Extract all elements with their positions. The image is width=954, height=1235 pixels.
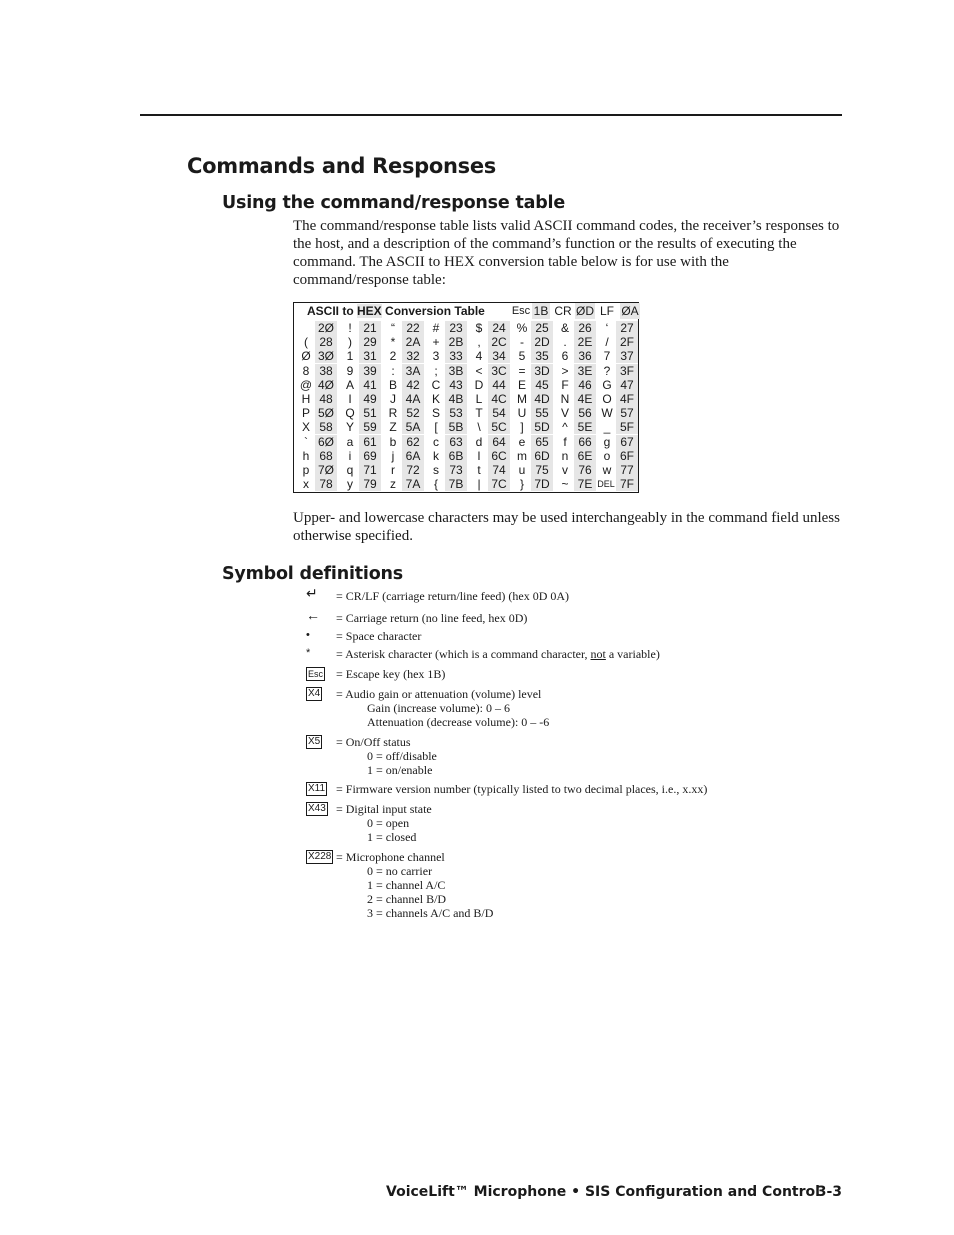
ascii-char: n: [561, 448, 569, 463]
ascii-hex: 66: [574, 435, 596, 449]
ascii-char: R: [388, 406, 398, 421]
symbol-definition-detail: 3 = channels A/C and B/D: [367, 906, 494, 920]
ascii-header-hex: 1B: [533, 304, 549, 318]
ascii-char: H: [301, 392, 311, 406]
ascii-char: k: [433, 448, 439, 463]
ascii-char: t: [477, 463, 481, 477]
ascii-char: i: [348, 448, 352, 463]
ascii-char: a: [346, 434, 354, 449]
ascii-char: 2: [389, 349, 397, 364]
ascii-table-title: ASCII to HEX Conversion Table: [307, 304, 485, 318]
symbol-definition-detail: Attenuation (decrease volume): 0 – -6: [367, 715, 550, 729]
ascii-hex: 48: [315, 392, 337, 406]
symbol-definition-detail: 0 = no carrier: [367, 864, 433, 878]
ascii-char: w: [602, 463, 612, 477]
ascii-hex: 45: [531, 378, 553, 392]
symbol-definition: = On/Off status: [336, 735, 411, 749]
ascii-char: _: [603, 420, 611, 435]
ascii-hex: 7B: [445, 477, 467, 491]
ascii-hex: 38: [315, 364, 337, 378]
ascii-hex: 4C: [488, 392, 510, 406]
ascii-char: &: [560, 321, 569, 335]
ascii-hex: 67: [616, 435, 638, 449]
ascii-char: ^: [562, 420, 568, 435]
ascii-char: S: [431, 406, 440, 421]
ascii-char: 9: [346, 363, 354, 378]
ascii-hex: 3C: [488, 364, 510, 378]
ascii-char: <: [475, 363, 483, 378]
ascii-char: G: [602, 377, 612, 392]
ascii-char: v: [562, 463, 568, 477]
ascii-hex: 4A: [402, 392, 424, 406]
ascii-char: b: [389, 434, 397, 449]
ascii-char: {: [433, 477, 438, 492]
ascii-hex: 6C: [488, 449, 510, 463]
ascii-hex: 6Ø: [315, 435, 337, 449]
ascii-hex: 35: [531, 349, 553, 363]
ascii-hex: 27: [616, 321, 638, 335]
ascii-hex: 34: [488, 349, 510, 363]
ascii-header-char: LF: [599, 304, 614, 318]
ascii-hex: 4E: [574, 392, 596, 406]
ascii-char: K: [431, 392, 440, 406]
symbol-definition: = Escape key (hex 1B): [336, 667, 446, 681]
ascii-hex: 5A: [402, 420, 424, 434]
ascii-char: W: [601, 406, 613, 421]
ascii-char: Ø: [301, 349, 311, 364]
ascii-hex: 4F: [616, 392, 638, 406]
ascii-hex: 2B: [445, 335, 467, 349]
ascii-hex: 71: [359, 463, 381, 477]
ascii-char: I: [348, 392, 352, 406]
ascii-hex: 5Ø: [315, 406, 337, 420]
ascii-char: ~: [561, 477, 569, 492]
ascii-hex: 7A: [402, 477, 424, 491]
ascii-char: V: [560, 406, 569, 421]
ascii-hex: 63: [445, 435, 467, 449]
symbol-definition-detail: 1 = closed: [367, 830, 417, 844]
ascii-hex: 57: [616, 406, 638, 420]
page-footer: [386, 1184, 842, 1200]
ascii-char: ‘: [605, 321, 609, 335]
symbol-definition-detail: 1 = on/enable: [367, 763, 433, 777]
ascii-hex: 55: [531, 406, 553, 420]
ascii-char: g: [603, 434, 611, 449]
ascii-hex: 2A: [402, 335, 424, 349]
page-number: 3-3: [816, 1184, 842, 1200]
ascii-hex: 21: [359, 321, 381, 335]
ascii-char: d: [475, 434, 483, 449]
ascii-char: `: [304, 434, 308, 449]
ascii-hex: 6E: [574, 449, 596, 463]
ascii-hex: 69: [359, 449, 381, 463]
symbol-definition: = Audio gain or attenuation (volume) level: [336, 687, 542, 701]
ascii-char: z: [390, 477, 396, 492]
ascii-hex: 39: [359, 364, 381, 378]
ascii-hex: 58: [315, 420, 337, 434]
ascii-char: c: [433, 434, 439, 449]
ascii-hex: 61: [359, 435, 381, 449]
esc-key-icon: Esc: [308, 669, 324, 679]
ascii-char: u: [518, 463, 526, 477]
ascii-header-char: CR: [554, 304, 572, 318]
ascii-char: L: [475, 392, 483, 406]
ascii-hex: 74: [488, 463, 510, 477]
ascii-char: ;: [434, 363, 438, 378]
space-dot-icon: •: [306, 629, 310, 641]
ascii-hex: 59: [359, 420, 381, 434]
ascii-char: -: [520, 335, 524, 350]
symbol-definition: = Space character: [336, 629, 422, 643]
ascii-char: 4: [475, 349, 483, 364]
ascii-hex: 7F: [616, 477, 638, 491]
ascii-hex: 26: [574, 321, 596, 335]
ascii-hex: 77: [616, 463, 638, 477]
symbol-x11: X11: [308, 783, 326, 794]
ascii-hex: 49: [359, 392, 381, 406]
ascii-hex: 47: [616, 378, 638, 392]
footer-text: VoiceLift™ Microphone • SIS Configuration and Control: [386, 1184, 820, 1200]
ascii-hex: 42: [402, 378, 424, 392]
ascii-hex: 33: [445, 349, 467, 363]
ascii-hex: 7C: [488, 477, 510, 491]
symbol-definition: = Firmware version number (typically listed to two decimal places, i.e., x.xx): [336, 782, 708, 796]
ascii-char: /: [605, 335, 609, 350]
ascii-char: ,: [477, 335, 481, 350]
symbol-x43: X43: [308, 803, 326, 814]
ascii-char: }: [519, 477, 524, 492]
ascii-char: [298, 321, 314, 335]
ascii-char: :: [391, 363, 395, 378]
ascii-hex: 75: [531, 463, 553, 477]
ascii-hex: 31: [359, 349, 381, 363]
ascii-char: q: [346, 463, 354, 477]
ascii-char: e: [518, 434, 526, 449]
ascii-hex: 78: [315, 477, 337, 491]
ascii-hex: 5E: [574, 420, 596, 434]
ascii-hex: 7E: [574, 477, 596, 491]
ascii-hex: 3Ø: [315, 349, 337, 363]
ascii-char: |: [477, 477, 481, 492]
ascii-char: j: [391, 448, 395, 463]
section-heading-symbols: Symbol definitions: [222, 564, 404, 584]
ascii-char: P: [301, 406, 310, 421]
symbol-x5: X5: [308, 736, 321, 747]
ascii-char: @: [299, 377, 313, 392]
crlf-arrow-icon: ↵: [306, 585, 318, 601]
ascii-hex: 32: [402, 349, 424, 363]
ascii-hex: 65: [531, 435, 553, 449]
ascii-char: Q: [345, 406, 355, 421]
ascii-hex: 28: [315, 335, 337, 349]
symbol-definition: = Carriage return (no line feed, hex 0D): [336, 611, 528, 625]
ascii-hex: 3A: [402, 364, 424, 378]
ascii-hex: 6F: [616, 449, 638, 463]
asterisk-icon: *: [306, 647, 311, 659]
ascii-char: M: [517, 392, 527, 406]
ascii-hex: 2D: [531, 335, 553, 349]
ascii-hex: 3E: [574, 364, 596, 378]
ascii-hex: 41: [359, 378, 381, 392]
ascii-char: X: [301, 420, 310, 435]
ascii-char: h: [302, 448, 310, 463]
ascii-hex: 64: [488, 435, 510, 449]
ascii-char: l: [477, 448, 481, 463]
symbol-definition-detail: 1 = channel A/C: [367, 878, 446, 892]
ascii-char: “: [391, 321, 395, 335]
ascii-char: ]: [520, 420, 524, 435]
carriage-return-arrow-icon: ←: [306, 607, 320, 623]
symbol-definition-detail: Gain (increase volume): 0 – 6: [367, 701, 510, 715]
ascii-hex: 4B: [445, 392, 467, 406]
ascii-char: B: [388, 377, 397, 392]
section-heading-command-table: Using the command/response table: [222, 193, 566, 213]
ascii-hex: 22: [402, 321, 424, 335]
ascii-hex: 29: [359, 335, 381, 349]
ascii-char: O: [602, 392, 612, 406]
ascii-hex: 43: [445, 378, 467, 392]
ascii-char: E: [517, 377, 526, 392]
ascii-char: 5: [518, 349, 526, 364]
ascii-hex: 4Ø: [315, 378, 337, 392]
ascii-hex: 2Ø: [315, 321, 337, 335]
symbol-x228: X228: [308, 851, 332, 862]
symbol-definition-detail: 0 = open: [367, 816, 410, 830]
ascii-header-char: Esc: [511, 305, 531, 317]
ascii-char: Z: [389, 420, 397, 435]
ascii-hex: 5F: [616, 420, 638, 434]
ascii-hex: 56: [574, 406, 596, 420]
ascii-char: [: [434, 420, 438, 435]
ascii-char: $: [475, 321, 483, 335]
ascii-char: F: [561, 377, 569, 392]
ascii-header-hex: ØA: [621, 304, 639, 318]
ascii-hex: 2E: [574, 335, 596, 349]
ascii-char: f: [563, 434, 567, 449]
ascii-char: DEL: [597, 479, 615, 490]
ascii-hex: 36: [574, 349, 596, 363]
ascii-hex: 46: [574, 378, 596, 392]
ascii-char: 6: [561, 349, 569, 364]
ascii-hex: 72: [402, 463, 424, 477]
ascii-char: U: [517, 406, 527, 421]
ascii-hex: 44: [488, 378, 510, 392]
ascii-hex: 5D: [531, 420, 553, 434]
ascii-hex: 4D: [531, 392, 553, 406]
ascii-char: T: [475, 406, 483, 421]
ascii-hex: 79: [359, 477, 381, 491]
ascii-char: \: [477, 420, 481, 435]
ascii-hex: 3F: [616, 364, 638, 378]
ascii-char: *: [390, 335, 396, 350]
ascii-hex: 76: [574, 463, 596, 477]
ascii-char: A: [345, 377, 354, 392]
ascii-char: Y: [345, 420, 354, 435]
ascii-char: x: [303, 477, 309, 492]
ascii-char: .: [563, 335, 567, 350]
ascii-hex: 24: [488, 321, 510, 335]
ascii-hex: 51: [359, 406, 381, 420]
ascii-char: #: [432, 321, 440, 335]
ascii-char: 1: [346, 349, 354, 364]
ascii-hex: 37: [616, 349, 638, 363]
ascii-hex: 5B: [445, 420, 467, 434]
ascii-char: p: [302, 463, 310, 477]
ascii-hex: 7Ø: [315, 463, 337, 477]
ascii-hex: 5C: [488, 420, 510, 434]
ascii-char: ): [348, 335, 352, 350]
ascii-char: 3: [432, 349, 440, 364]
ascii-hex: 7D: [531, 477, 553, 491]
ascii-char: m: [517, 448, 527, 463]
ascii-char: r: [391, 463, 395, 477]
ascii-hex: 73: [445, 463, 467, 477]
ascii-char: C: [431, 377, 441, 392]
ascii-char: D: [474, 377, 484, 392]
ascii-char: >: [561, 363, 569, 378]
ascii-header-hex: ØD: [576, 304, 594, 318]
ascii-hex: 6D: [531, 449, 553, 463]
case-note-paragraph: Upper- and lowercase characters may be used interchangeably in the command field unless otherwise specified.: [293, 510, 840, 544]
ascii-char: +: [432, 335, 440, 350]
ascii-char: (: [304, 335, 308, 350]
page-title: Commands and Responses: [187, 154, 496, 178]
symbol-definition: = Digital input state: [336, 802, 432, 816]
ascii-hex: 3B: [445, 364, 467, 378]
ascii-hex: 62: [402, 435, 424, 449]
intro-paragraph: The command/response table lists valid ASCII command codes, the receiver’s responses to the host, and a description of the command’s function or the results of executing the command. The ASCII to HEX conversion table below is for use with the command/response table:: [293, 218, 840, 288]
ascii-char: o: [603, 448, 611, 463]
ascii-hex: 54: [488, 406, 510, 420]
ascii-char: 8: [302, 363, 310, 378]
ascii-hex-conversion-table: [293, 302, 639, 493]
ascii-hex: 68: [315, 449, 337, 463]
ascii-hex: 3D: [531, 364, 553, 378]
ascii-char: 7: [603, 349, 611, 364]
symbol-x4: X4: [308, 688, 321, 699]
ascii-char: %: [516, 321, 528, 335]
ascii-hex: 52: [402, 406, 424, 420]
ascii-hex: 53: [445, 406, 467, 420]
ascii-char: y: [347, 477, 353, 492]
ascii-char: ?: [603, 363, 611, 378]
ascii-char: !: [348, 321, 352, 335]
ascii-char: N: [560, 392, 570, 406]
ascii-hex: 6B: [445, 449, 467, 463]
ascii-char: =: [518, 363, 526, 378]
ascii-hex: 2F: [616, 335, 638, 349]
ascii-hex: 23: [445, 321, 467, 335]
top-rule: [140, 114, 842, 116]
symbol-definition: = Asterisk character (which is a command character, not a variable): [336, 647, 660, 661]
symbol-definition-detail: 0 = off/disable: [367, 749, 437, 763]
symbol-definition: = CR/LF (carriage return/line feed) (hex 0D 0A): [336, 589, 570, 603]
symbol-definition: = Microphone channel: [336, 850, 445, 864]
ascii-hex: 2C: [488, 335, 510, 349]
ascii-hex: 25: [531, 321, 553, 335]
symbol-definition-detail: 2 = channel B/D: [367, 892, 447, 906]
ascii-hex: 6A: [402, 449, 424, 463]
ascii-char: J: [390, 392, 396, 406]
ascii-char: s: [433, 463, 439, 477]
